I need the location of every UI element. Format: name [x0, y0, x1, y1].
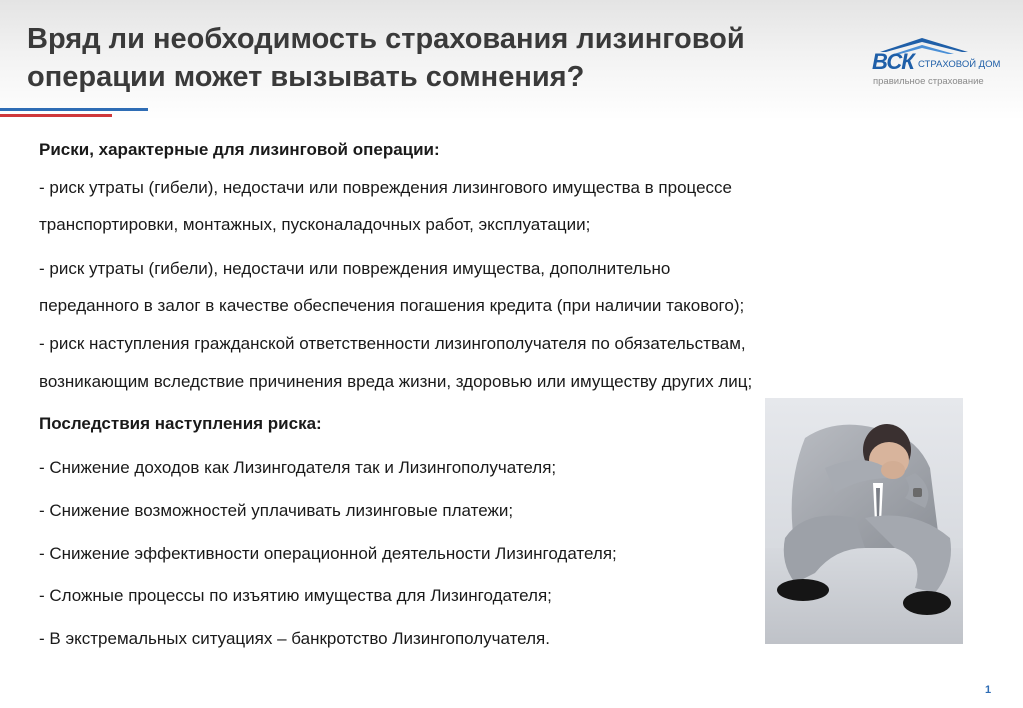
consequence-item: - Снижение эффективности операционной деятельности Лизингодателя; [39, 544, 617, 563]
accent-line-blue [0, 108, 148, 111]
consequence-item: - Снижение доходов как Лизингодателя так и Лизингополучателя; [39, 458, 557, 477]
accent-line-red [0, 114, 112, 117]
risk-line: - риск наступления гражданской ответственности лизингополучателя по обязательствам, [39, 334, 746, 353]
distressed-businessman-photo [765, 398, 963, 644]
consequences-heading: Последствия наступления риска: [39, 414, 322, 433]
consequence-item: - Сложные процессы по изъятию имущества для Лизингодателя; [39, 586, 552, 605]
vsk-logo [870, 34, 1001, 94]
slide-title-line-1: Вряд ли необходимость страхования лизинговой [27, 23, 745, 55]
risk-line: транспортировки, монтажных, пусконаладочных работ, эксплуатации; [39, 215, 591, 234]
consequence-item: - Снижение возможностей уплачивать лизинговые платежи; [39, 501, 514, 520]
page-number: 1 [985, 684, 992, 696]
risks-heading: Риски, характерные для лизинговой операции: [39, 140, 440, 159]
risk-line: - риск утраты (гибели), недостачи или повреждения имущества, дополнительно [39, 259, 671, 278]
logo-tagline: правильное страхование [873, 76, 984, 87]
logo-subtitle: СТРАХОВОЙ ДОМ [918, 59, 1001, 70]
risk-line: переданного в залог в качестве обеспечения погашения кредита (при наличии такового); [39, 296, 745, 315]
businessman-illustration [765, 398, 963, 644]
slide-title [27, 20, 827, 96]
consequence-item: - В экстремальных ситуациях – банкротство Лизингополучателя. [39, 629, 550, 648]
slide-title-line-2: операции может вызывать сомнения? [27, 61, 585, 93]
logo-name: ВСК [872, 49, 914, 74]
risk-line: возникающим вследствие причинения вреда жизни, здоровью или имуществу других лиц; [39, 372, 753, 391]
risk-line: - риск утраты (гибели), недостачи или повреждения лизингового имущества в процессе [39, 178, 732, 197]
